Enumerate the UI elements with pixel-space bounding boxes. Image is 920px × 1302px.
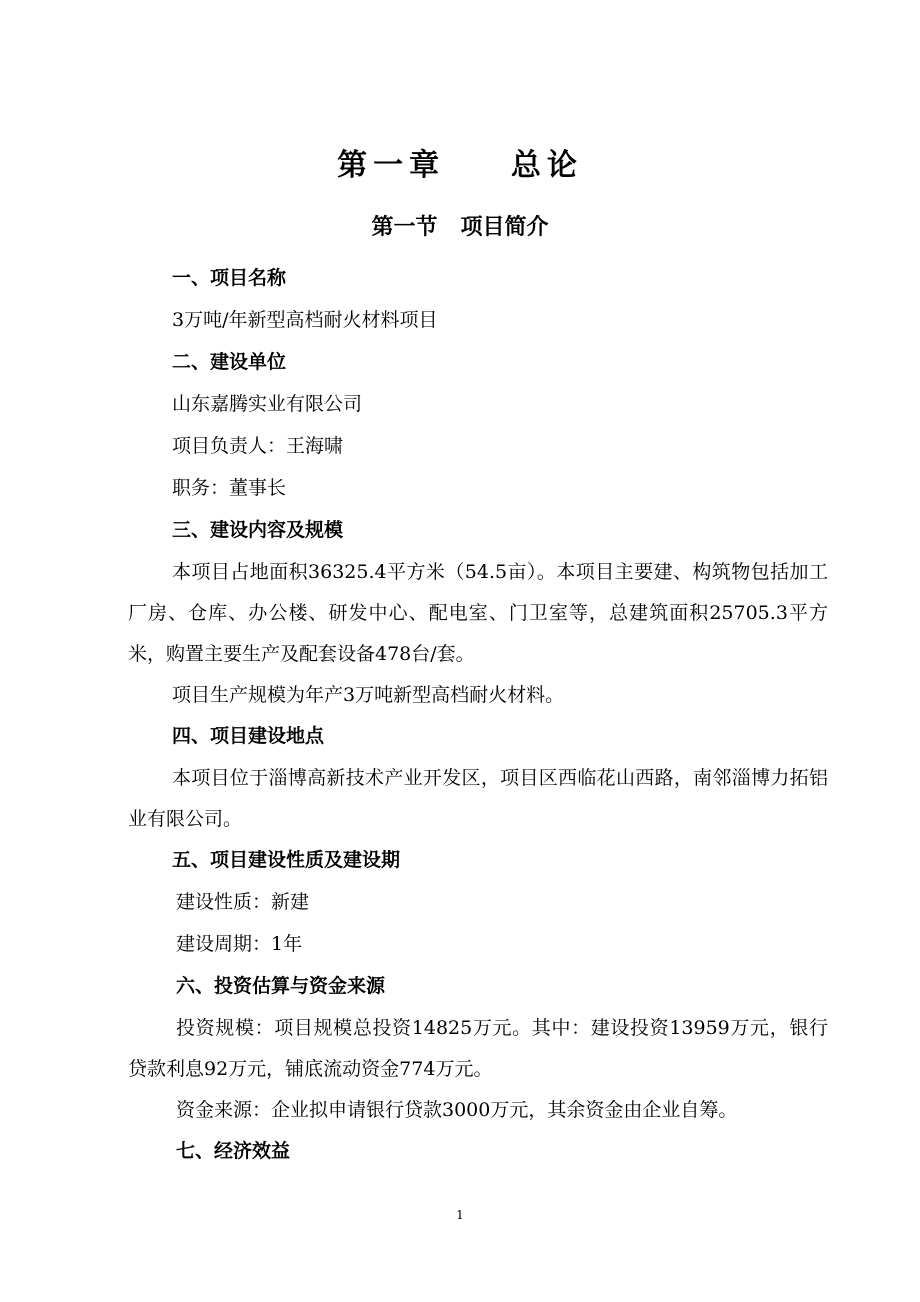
heading-construction-unit: 二、建设单位: [172, 351, 287, 373]
production-scale-paragraph: 项目生产规模为年产3万吨新型高档耐火材料。: [172, 684, 565, 706]
content-scale-paragraph: 本项目占地面积36325.4平方米（54.5亩）。本项目主要建、构筑物包括加工厂房、仓库、办公楼、研发中心、配电室、门卫室等，总建筑面积25705.3平方米，购置主要生产及配套设备478台/套。: [128, 561, 828, 665]
funding-source-paragraph: 资金来源：企业拟申请银行贷款3000万元，其余资金由企业自筹。: [176, 1099, 738, 1121]
leader-position: 职务：董事长: [172, 477, 287, 499]
heading-investment: 六、投资估算与资金来源: [176, 975, 386, 997]
page-number: 1: [456, 1208, 464, 1222]
project-leader: 项目负责人：王海啸: [172, 435, 344, 457]
chapter-title: 第一章 总论: [337, 148, 583, 183]
document-body: [128, 258, 828, 1173]
heading-nature-period: 五、项目建设性质及建设期: [172, 849, 401, 871]
heading-content-scale: 三、建设内容及规模: [172, 519, 344, 541]
investment-scale-paragraph: 投资规模：项目规模总投资14825万元。其中：建设投资13959万元，银行贷款利息92万元，铺底流动资金774万元。: [128, 1017, 828, 1080]
heading-economic-benefit: 七、经济效益: [176, 1140, 291, 1162]
heading-project-name: 一、项目名称: [172, 267, 287, 289]
company-name: 山东嘉腾实业有限公司: [172, 393, 363, 415]
project-name-text: 3万吨/年新型高档耐火材料项目: [172, 309, 438, 331]
section-title: 第一节 项目简介: [371, 215, 549, 240]
location-paragraph: 本项目位于淄博高新技术产业开发区，项目区西临花山西路，南邻淄博力拓铝业有限公司。: [128, 767, 828, 830]
construction-period: 建设周期：1年: [176, 933, 303, 955]
heading-location: 四、项目建设地点: [172, 725, 325, 747]
construction-nature: 建设性质：新建: [176, 891, 310, 913]
